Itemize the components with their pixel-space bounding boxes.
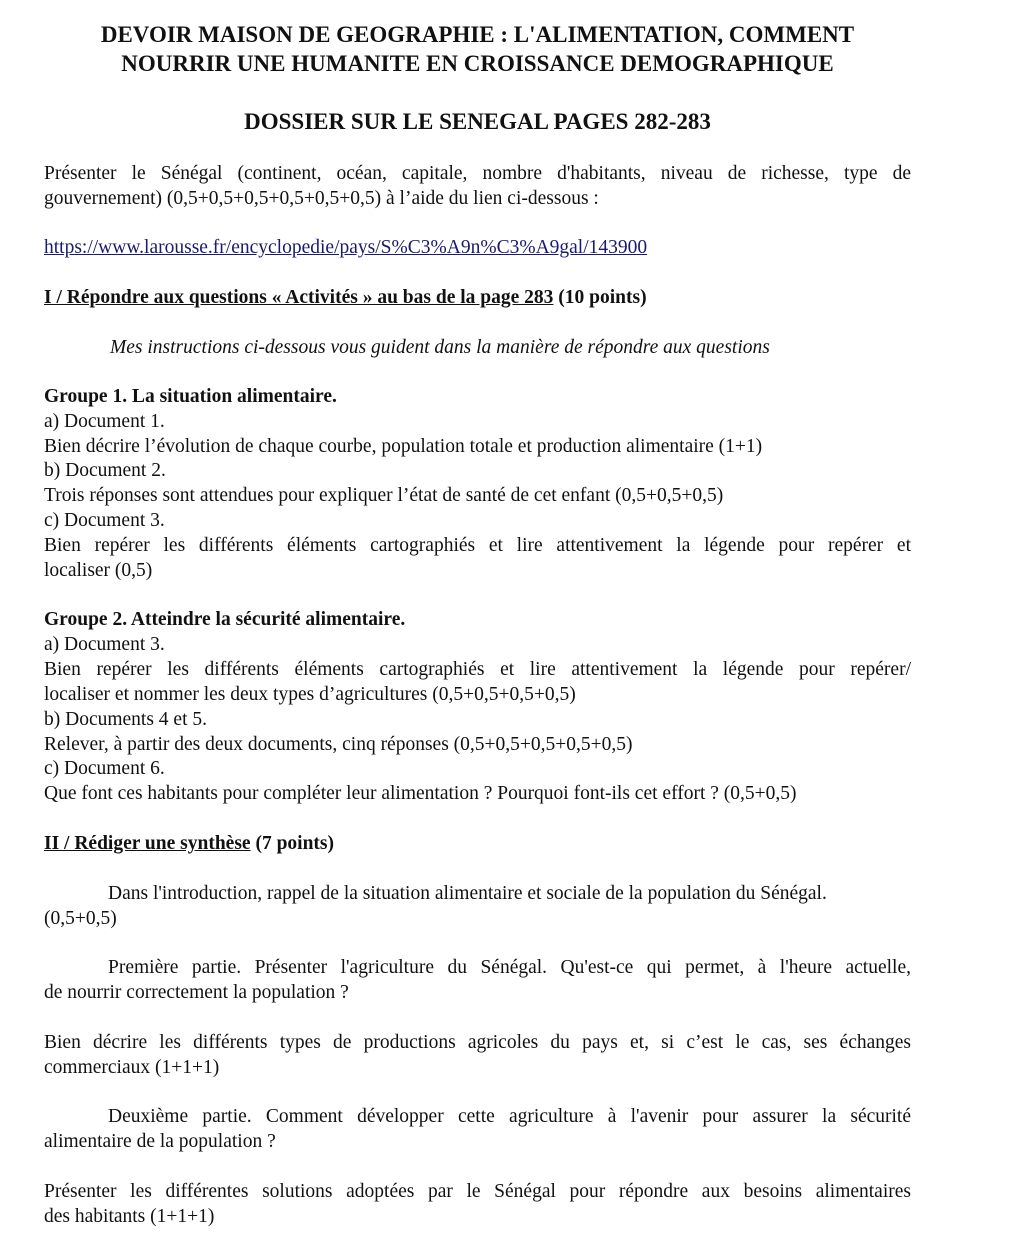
document-title-line-1: DEVOIR MAISON DE GEOGRAPHIE : L'ALIMENTATION, COMMENT bbox=[100, 22, 855, 47]
part-1-line-1: Première partie. Présenter l'agriculture du Sénégal. Qu'est-ce qui permet, à l'heure actuelle, bbox=[108, 957, 911, 978]
groupe-1-title: Groupe 1. La situation alimentaire. bbox=[44, 386, 337, 407]
section-1-heading-title: I / Répondre aux questions « Activités » au bas de la page 283 bbox=[44, 287, 554, 308]
groupe-1-c-label: c) Document 3. bbox=[44, 510, 165, 531]
part-1-line-2: de nourrir correctement la population ? bbox=[44, 982, 349, 1003]
part-2-line-1: Deuxième partie. Comment développer cette agriculture à l'avenir pour assurer la sécurité bbox=[108, 1106, 911, 1127]
document-title-line-2: NOURRIR UNE HUMANITE EN CROISSANCE DEMOGRAPHIQUE bbox=[121, 51, 834, 76]
groupe-1-c-text-line-1: Bien repérer les différents éléments cartographiés et lire attentivement la légende pour repérer et bbox=[44, 535, 911, 556]
groupe-2-c-label: c) Document 6. bbox=[44, 758, 165, 779]
larousse-link-line bbox=[44, 235, 911, 260]
section-2-heading-points: (7 points) bbox=[250, 833, 335, 854]
synthesis-intro-line-1: Dans l'introduction, rappel de la situation alimentaire et sociale de la population du Sénégal. bbox=[108, 883, 827, 904]
larousse-link[interactable]: https://www.larousse.fr/encyclopedie/pays/S%C3%A9n%C3%A9gal/143900 bbox=[44, 237, 648, 258]
section-2-heading bbox=[44, 831, 911, 856]
groupe-2-title: Groupe 2. Atteindre la sécurité alimentaire. bbox=[44, 609, 406, 630]
section-2-heading-title: II / Rédiger une synthèse bbox=[44, 833, 251, 854]
part-1-detail-line-2: commerciaux (1+1+1) bbox=[44, 1057, 220, 1078]
part-1-detail-line-1: Bien décrire les différents types de productions agricoles du pays et, si c’est le cas, ses échanges bbox=[44, 1032, 911, 1053]
groupe-2-a-text-line-2: localiser et nommer les deux types d’agricultures (0,5+0,5+0,5+0,5) bbox=[44, 684, 576, 705]
groupe-2-c-text: Que font ces habitants pour compléter leur alimentation ? Pourquoi font-ils cet effort ? (0,5+0,5) bbox=[44, 783, 797, 804]
groupe-2-a-text-line-1: Bien repérer les différents éléments cartographiés et lire attentivement la légende pour repérer/ bbox=[44, 659, 911, 680]
part-2-detail-line-1: Présenter les différentes solutions adoptées par le Sénégal pour répondre aux besoins alimentaires bbox=[44, 1181, 911, 1202]
groupe-1-c-text-line-2: localiser (0,5) bbox=[44, 560, 153, 581]
part-2-line-2: alimentaire de la population ? bbox=[44, 1131, 276, 1152]
intro-text-line-1: Présenter le Sénégal (continent, océan, capitale, nombre d'habitants, niveau de richesse, type de bbox=[44, 163, 911, 184]
section-1-heading-points: (10 points) bbox=[553, 287, 647, 308]
section-1-heading bbox=[44, 285, 911, 310]
groupe-2-a-label: a) Document 3. bbox=[44, 634, 165, 655]
groupe-1-b-label: b) Document 2. bbox=[44, 460, 166, 481]
synthesis-intro-line-2: (0,5+0,5) bbox=[44, 908, 117, 929]
groupe-2-b-text: Relever, à partir des deux documents, cinq réponses (0,5+0,5+0,5+0,5+0,5) bbox=[44, 734, 633, 755]
document-subtitle: DOSSIER SUR LE SENEGAL PAGES 282-283 bbox=[244, 109, 711, 134]
part-2-detail-line-2: des habitants (1+1+1) bbox=[44, 1206, 215, 1227]
groupe-1-a-text: Bien décrire l’évolution de chaque courbe, population totale et production alimentaire (1+1) bbox=[44, 436, 763, 457]
section-1-instructions: Mes instructions ci-dessous vous guident dans la manière de répondre aux questions bbox=[110, 337, 770, 358]
groupe-2-b-label: b) Documents 4 et 5. bbox=[44, 709, 208, 730]
intro-text-line-2: gouvernement) (0,5+0,5+0,5+0,5+0,5+0,5) à l’aide du lien ci-dessous : bbox=[44, 188, 599, 209]
groupe-1-b-text: Trois réponses sont attendues pour expliquer l’état de santé de cet enfant (0,5+0,5+0,5) bbox=[44, 485, 724, 506]
groupe-1-a-label: a) Document 1. bbox=[44, 411, 165, 432]
